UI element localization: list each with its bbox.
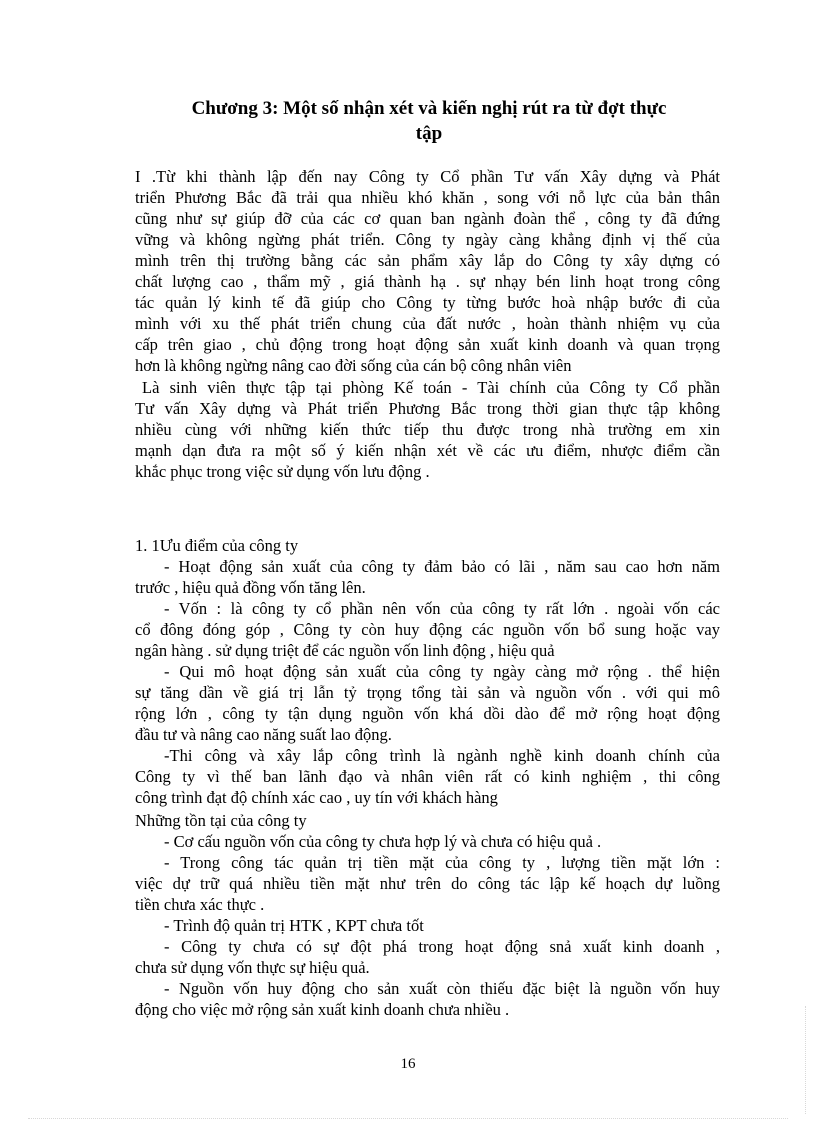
advantage-line: đầu tư và nâng cao năng suất lao động.	[135, 725, 392, 744]
shortcomings-heading: Những tồn tại của công ty	[135, 811, 307, 830]
advantage-line: rộng lớn , công ty tận dụng nguồn vốn khá dồi dào để mở rộng hoạt động	[135, 704, 720, 723]
page-side-border	[805, 1006, 806, 1114]
student-line: Tư vấn Xây dựng và Phát triển Phương Bắc trong thời gian thực tập không	[135, 399, 720, 418]
intro-line: hơn là không ngừng nâng cao đời sống của cán bộ công nhân viên	[135, 356, 572, 375]
shortcoming-line: việc dự trữ quá nhiều tiền mặt như trên do công tác lập kế hoạch dự luồng	[135, 874, 720, 893]
shortcoming-line: động cho việc mở rộng sản xuất kinh doanh chưa nhiều .	[135, 1000, 510, 1019]
shortcoming-line: tiền chưa xác thực .	[135, 895, 265, 914]
student-line: nhiều cùng với những kiến thức tiếp thu được trong nhà trường em xin	[135, 420, 720, 439]
advantage-line: - Hoạt động sản xuất của công ty đảm bảo có lãi , năm sau cao hơn năm	[164, 557, 720, 576]
advantage-line: công trình đạt độ chính xác cao , uy tín với khách hàng	[135, 788, 498, 807]
intro-line: vững và không ngừng phát triển. Công ty ngày càng khẳng định vị thế của	[135, 230, 720, 249]
page-bottom-border	[28, 1118, 788, 1119]
shortcoming-line: - Công ty chưa có sự đột phá trong hoạt động snả xuất kinh doanh ,	[164, 937, 720, 956]
intro-line: mình trên thị trường bằng các sản phẩm xây lắp do Công ty xây dựng có	[135, 251, 720, 270]
advantage-line: - Qui mô hoạt động sản xuất của công ty ngày càng mở rộng . thể hiện	[164, 662, 720, 681]
chapter-title	[120, 96, 738, 146]
chapter-title-line-2: tập	[415, 123, 443, 144]
advantages-heading: 1. 1Ưu điểm của công ty	[135, 536, 299, 555]
page-number: 16	[400, 1056, 416, 1072]
intro-line: cũng như sự giúp đỡ của các cơ quan ban ngành đoàn thể , công ty đã đứng	[135, 209, 720, 228]
student-line: Là sinh viên thực tập tại phòng Kế toán - Tài chính của Công ty Cổ phần	[142, 378, 720, 397]
intro-line: I .Từ khi thành lập đến nay Công ty Cổ phần Tư vấn Xây dựng và Phát	[135, 167, 720, 186]
shortcoming-line: - Nguồn vốn huy động cho sản xuất còn thiếu đặc biệt là nguồn vốn huy	[164, 979, 720, 998]
student-line: khắc phục trong việc sử dụng vốn lưu động .	[135, 462, 430, 481]
student-line: mạnh dạn đưa ra một số ý kiến nhận xét về các ưu điểm, nhược điểm cần	[135, 441, 720, 460]
chapter-title-line-1: Chương 3: Một số nhận xét và kiến nghị rút ra từ đợt thực	[191, 98, 667, 119]
shortcoming-line: chưa sử dụng vốn thực sự hiệu quả.	[135, 958, 370, 977]
shortcoming-line: - Trình độ quản trị HTK , KPT chưa tốt	[164, 916, 424, 935]
advantage-line: sự tăng dần về giá trị lẫn tỷ trọng tổng tài sản và nguồn vốn . với qui mô	[135, 683, 720, 702]
advantage-line: ngân hàng . sử dụng triệt để các nguồn vốn linh động , hiệu quả	[135, 641, 555, 660]
advantage-line: cổ đông đóng góp , Công ty còn huy động các nguồn vốn bổ sung hoặc vay	[135, 620, 720, 639]
intro-line: cấp trên giao , chủ động trong hoạt động sản xuất kinh doanh và quan trọng	[135, 335, 720, 354]
advantage-line: - Vốn : là công ty cổ phần nên vốn của công ty rất lớn . ngoài vốn các	[164, 599, 720, 618]
intro-line: tác quản lý kinh tế đã giúp cho Công ty từng bước hoà nhập bước đi của	[135, 293, 720, 312]
intro-line: mình với xu thế phát triển chung của đất nước , hoàn thành nhiệm vụ của	[135, 314, 720, 333]
intro-line: triển Phương Bắc đã trải qua nhiều khó khăn , song với nỗ lực của bản thân	[135, 188, 720, 207]
shortcoming-line: - Trong công tác quản trị tiền mặt của công ty , lượng tiền mặt lớn :	[164, 853, 720, 872]
advantage-line: Công ty vì thế ban lãnh đạo và nhân viên rất có kinh nghiệm , thi công	[135, 767, 720, 786]
advantage-line: trước , hiệu quả đồng vốn tăng lên.	[135, 578, 366, 597]
shortcoming-line: - Cơ cấu nguồn vốn của công ty chưa hợp lý và chưa có hiệu quả .	[164, 832, 602, 851]
intro-line: chất lượng cao , thẩm mỹ , giá thành hạ . sự nhạy bén linh hoạt trong công	[135, 272, 720, 291]
advantage-line: -Thi công và xây lắp công trình là ngành nghề kinh doanh chính của	[164, 746, 720, 765]
